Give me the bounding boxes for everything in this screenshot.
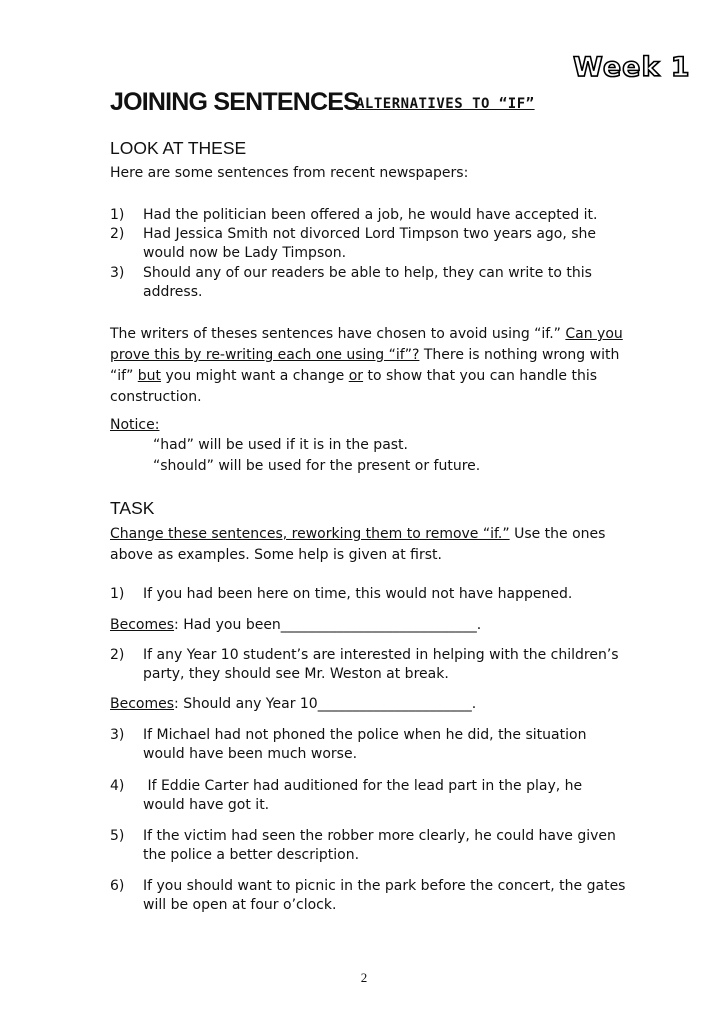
- para-underlined: or: [348, 368, 364, 384]
- task-instructions: [110, 524, 630, 566]
- para-text: you might want a change: [161, 368, 349, 384]
- becomes-label: Becomes: [110, 617, 175, 633]
- week-badge: Week 1: [573, 52, 691, 83]
- notice-line: “should” will be used for the present or future.: [153, 458, 481, 474]
- page-subtitle: ALTERNATIVES TO “IF”: [356, 96, 535, 112]
- list-number: 2): [110, 226, 125, 242]
- list-number: 6): [110, 878, 125, 894]
- look-heading: LOOK AT THESE: [110, 138, 247, 158]
- task-instructions-underlined: Change these sentences, reworking them to remove “if.”: [110, 526, 510, 542]
- task-heading: TASK: [110, 498, 155, 518]
- page-title: JOINING SENTENCES: [110, 88, 359, 116]
- para-underlined: but: [137, 368, 162, 384]
- list-number: 3): [110, 265, 125, 281]
- para-text: The writers of theses sentences have chosen to avoid using “if.”: [110, 326, 566, 342]
- page-number: 2: [360, 970, 368, 985]
- list-text: Had the politician been offered a job, he would have accepted it.: [143, 207, 598, 223]
- becomes-line-2: [110, 694, 630, 715]
- list-number: 5): [110, 828, 125, 844]
- list-number: 1): [110, 207, 125, 223]
- list-text: If you should want to picnic in the park before the concert, the gates will be open at four o’clock.: [143, 878, 626, 913]
- look-intro: Here are some sentences from recent newspapers:: [110, 165, 469, 181]
- notice-label: [110, 415, 630, 436]
- list-text: If Michael had not phoned the police when he did, the situation would have been much worse.: [143, 727, 587, 762]
- becomes-line-1: [110, 615, 630, 636]
- list-number: 3): [110, 727, 125, 743]
- para-text: to show that you can handle this construction.: [110, 368, 598, 405]
- list-text: If Eddie Carter had auditioned for the lead part in the play, he would have got it.: [143, 778, 587, 813]
- list-text: If any Year 10 student’s are interested in helping with the children’s party, they should see Mr. Weston at break.: [143, 647, 619, 682]
- para-text: There is nothing wrong with “if”: [110, 347, 620, 384]
- list-text: If you had been here on time, this would not have happened.: [143, 586, 573, 602]
- notice-line: “had” will be used if it is in the past.: [153, 437, 409, 453]
- list-text: Should any of our readers be able to help, they can write to this address.: [143, 265, 592, 300]
- list-number: 2): [110, 647, 125, 663]
- list-number: 4): [110, 778, 125, 794]
- list-text: If the victim had seen the robber more clearly, he could have given the police a better description.: [143, 828, 616, 863]
- notice-label-text: Notice:: [110, 417, 160, 433]
- explanation-paragraph: [110, 324, 630, 408]
- becomes-text: : Had you been____________________________.: [174, 617, 482, 633]
- becomes-label: Becomes: [110, 696, 175, 712]
- list-number: 1): [110, 586, 125, 602]
- list-text: Had Jessica Smith not divorced Lord Timpson two years ago, she would now be Lady Timpson.: [143, 226, 597, 261]
- becomes-text: : Should any Year 10______________________.: [174, 696, 477, 712]
- task-instructions-rest: Use the ones above as examples. Some help is given at first.: [110, 526, 606, 563]
- para-underlined: Can you prove this by re-writing each one using “if”?: [110, 326, 623, 363]
